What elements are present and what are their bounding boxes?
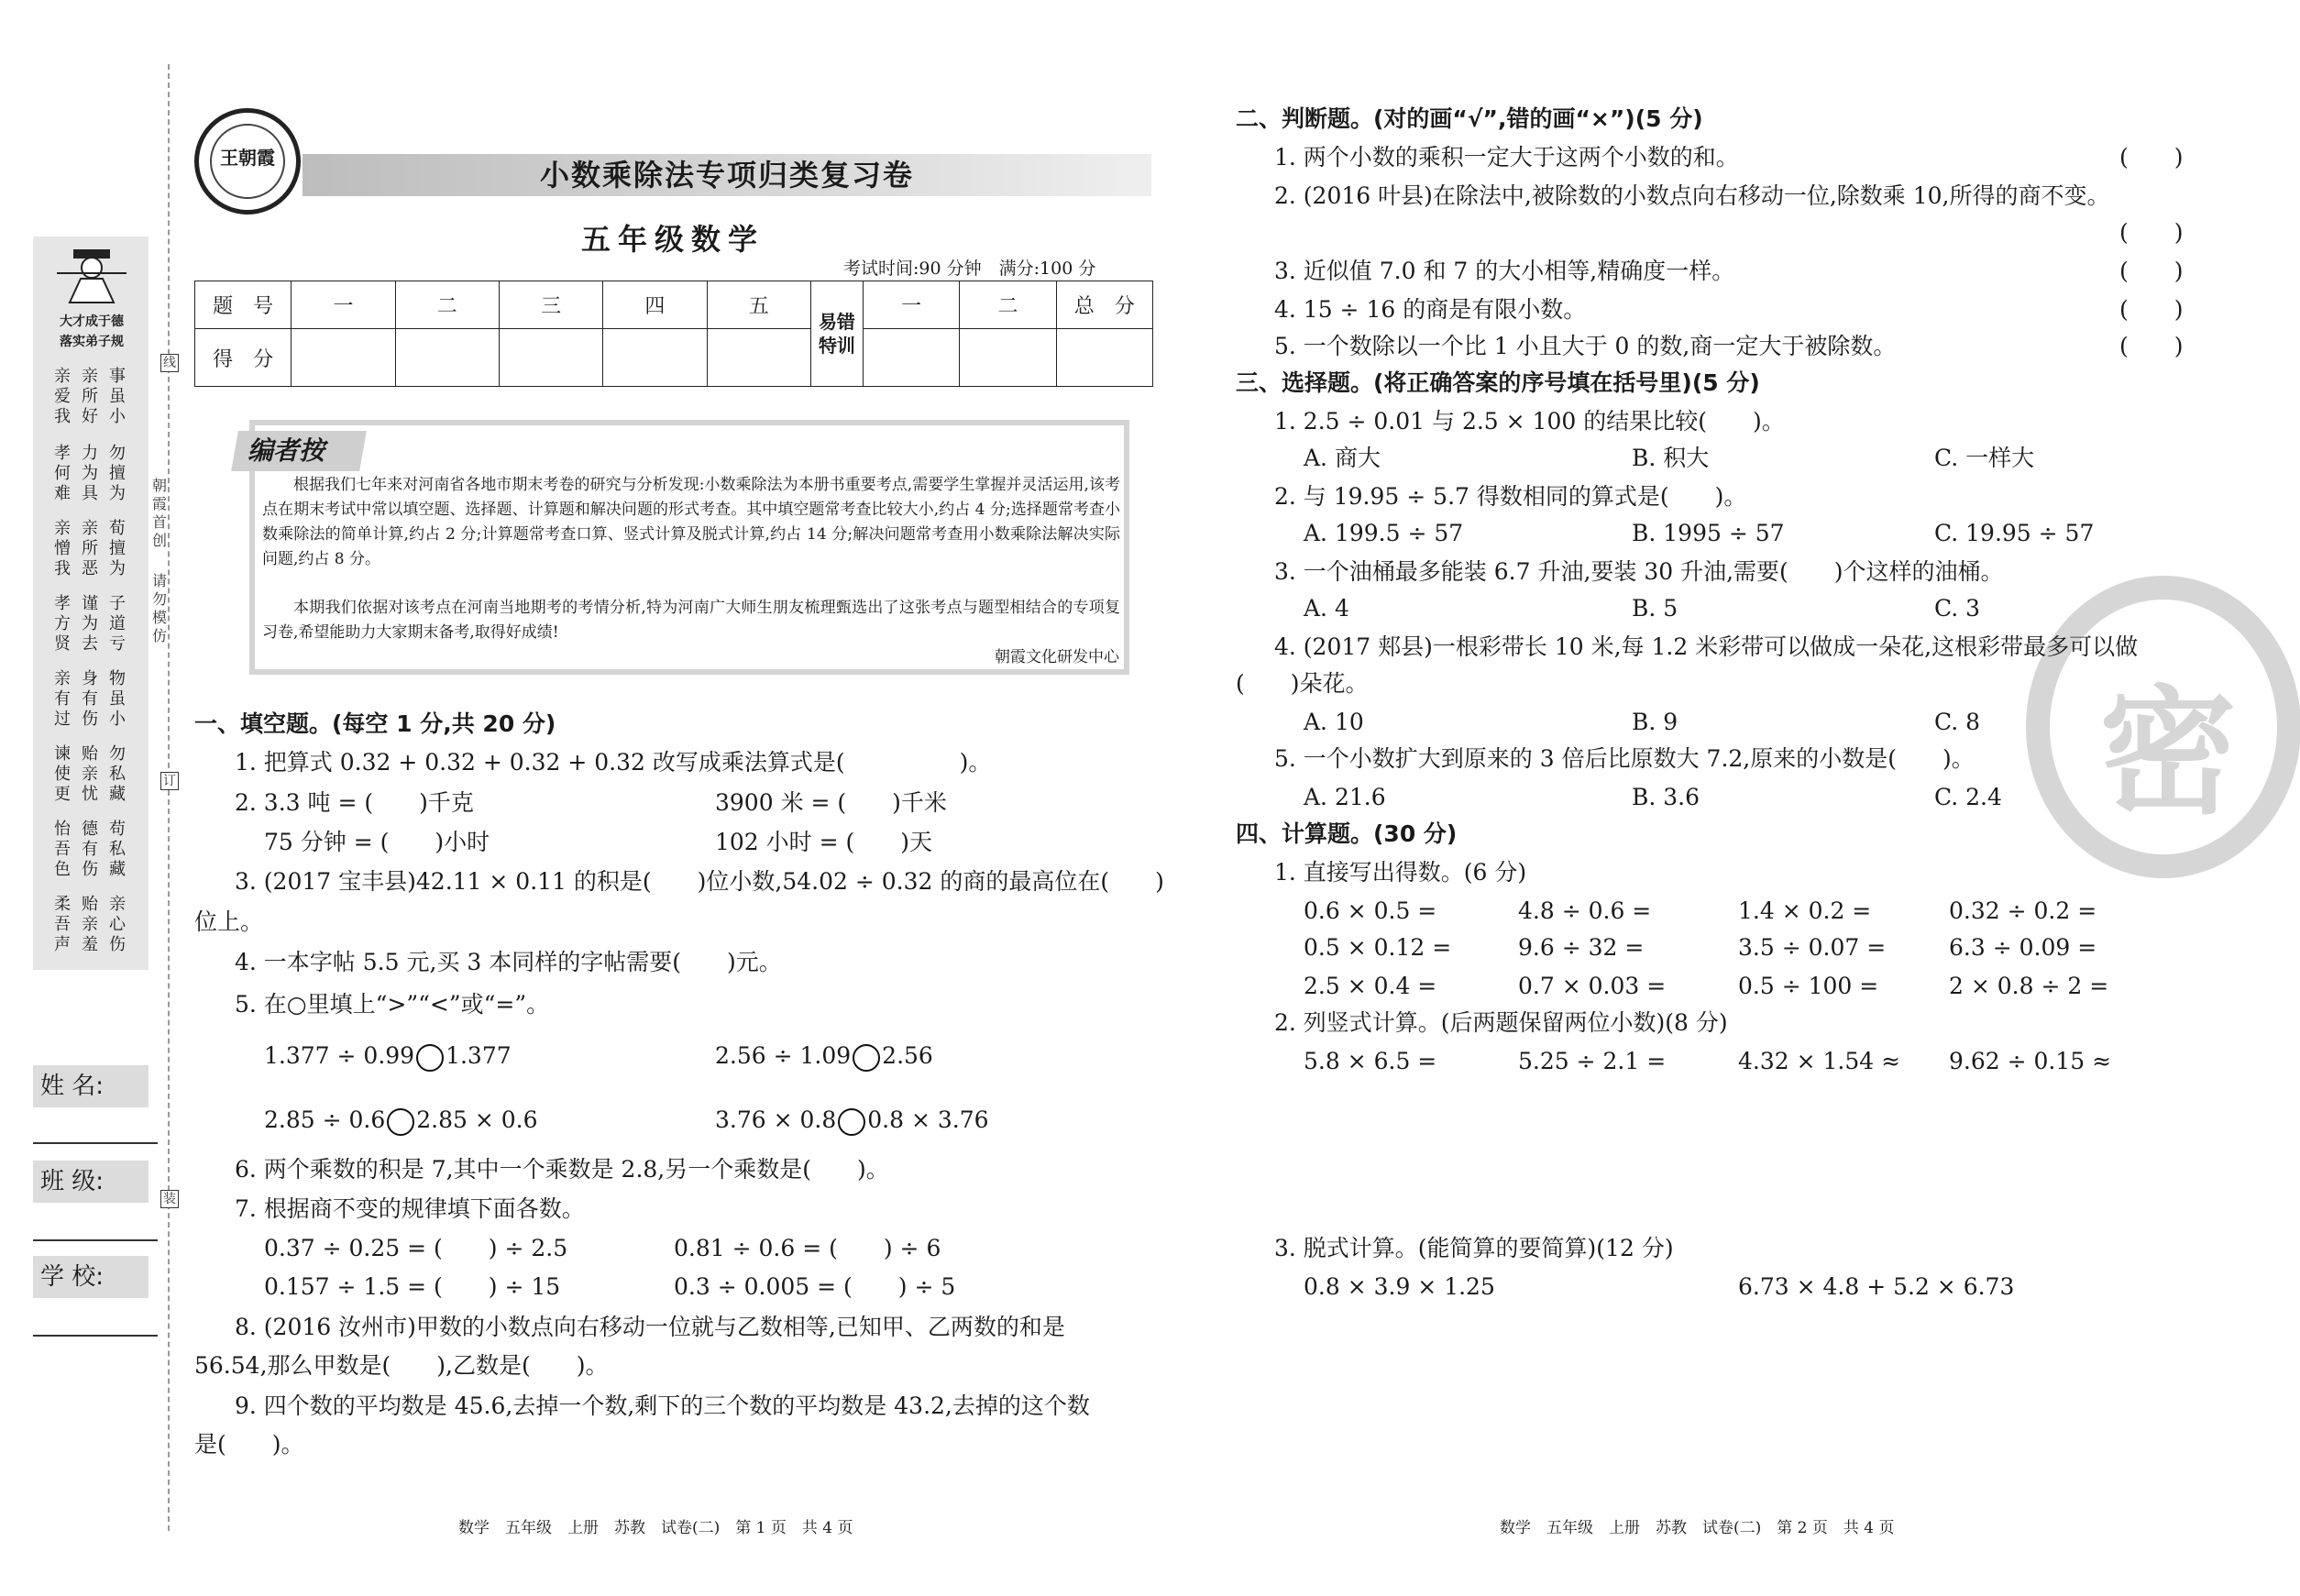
score-header-cell: 一	[864, 281, 960, 329]
s1-q9a: 9. 四个数的平均数是 45.6,去掉一个数,剩下的三个数的平均数是 43.2,去掉的这个数	[235, 1392, 1090, 1419]
vertical-calc: 4.32 × 1.54 ≈	[1738, 1048, 1901, 1074]
verse: 身有伤	[82, 669, 98, 729]
s3-q2: 2. 与 19.95 ÷ 5.7 得数相同的算式是( )。	[1274, 483, 1747, 510]
stepwise-calc: 6.73 × 4.8 + 5.2 × 6.73	[1738, 1273, 2015, 1300]
oral-calc: 9.6 ÷ 32 =	[1518, 934, 1645, 961]
s1-q2d: 102 小时 = ( )天	[715, 829, 933, 855]
s3-option: A. 21.6	[1304, 784, 1386, 810]
s2-answer-paren[interactable]: ( )	[2119, 296, 2184, 323]
class-label: 班 级:	[33, 1161, 149, 1203]
s3-q5: 5. 一个小数扩大到原来的 3 倍后比原数大 7.2,原来的小数是( )。	[1274, 745, 1975, 772]
s1-q9b: 是( )。	[194, 1431, 304, 1458]
verse: 德有伤	[82, 820, 98, 879]
oral-calc: 0.6 × 0.5 =	[1304, 897, 1437, 924]
s3-option: B. 5	[1632, 595, 1678, 622]
s1-q5: 5. 在○里填上“>”“<”或“=”。	[235, 991, 550, 1018]
watermark-stamp-char: 密	[2099, 674, 2238, 833]
score-cell[interactable]	[1056, 329, 1152, 387]
expr: 2.85 × 0.6	[416, 1106, 538, 1133]
s1-q1: 1. 把算式 0.32 + 0.32 + 0.32 + 0.32 改写成乘法算式是( )。	[235, 749, 992, 776]
s3-option: B. 3.6	[1632, 784, 1700, 810]
s1-q7: 7. 根据商不变的规律填下面各数。	[235, 1195, 585, 1222]
s3-option: C. 3	[1934, 595, 1981, 622]
vertical-calc: 5.8 × 6.5 =	[1304, 1048, 1437, 1074]
verse: 物虽小	[109, 669, 126, 729]
s2-answer-paren[interactable]: ( )	[2119, 144, 2184, 171]
s3-option: B. 1995 ÷ 57	[1632, 520, 1785, 546]
score-header-cell: 四	[603, 281, 707, 329]
verse: 事虽小	[109, 367, 126, 426]
s1-q6: 6. 两个乘数的积是 7,其中一个乘数是 2.8,另一个乘数是( )。	[235, 1156, 889, 1183]
expr: 1.377 ÷ 0.99	[264, 1042, 415, 1069]
s2-answer-paren[interactable]: ( )	[2119, 219, 2184, 246]
score-cell[interactable]	[499, 329, 602, 387]
expr: 0.8 × 3.76	[867, 1106, 989, 1133]
s2-item: 3. 近似值 7.0 和 7 的大小相等,精确度一样。	[1274, 258, 1735, 284]
s1-q2b: 3900 米 = ( )千米	[715, 789, 947, 816]
s3-option: B. 9	[1632, 709, 1678, 735]
verse: 亲所好	[82, 367, 98, 426]
s2-answer-paren[interactable]: ( )	[2119, 258, 2184, 284]
oral-calc: 0.5 ÷ 100 =	[1738, 973, 1879, 999]
oral-calc: 0.7 × 0.03 =	[1518, 973, 1667, 999]
exam-info: 考试时间:90 分钟 满分:100 分	[843, 259, 1096, 279]
logo-text: 王朝霞	[210, 124, 285, 199]
note-no-imitation: 请勿模仿	[152, 572, 168, 644]
score-table	[194, 281, 1153, 387]
verse: 孝方贤	[54, 594, 71, 654]
class-field[interactable]	[33, 1239, 158, 1241]
s3-option: C. 19.95 ÷ 57	[1934, 520, 2095, 546]
s3-option: B. 积大	[1632, 445, 1710, 471]
editor-paragraph-1: 根据我们七年来对河南省各地市期末考卷的研究与分析发现:小数乘除法为本册书重要考点,需要学生掌握并灵活运用,该考点在期末考试中常以填空题、选择题、计算题和解决问题的形式考查。其中填空题常考查比较大小,约占 4 分;选择题常考查小数乘除法的简单计算,约占 2 分;计算题常考查口算、竖式计算及脱式计算,约占 14 分;解决问题常考查用小数乘除法解决实际问题,约占 8 分。	[262, 476, 1120, 568]
s1-q2a: 2. 3.3 吨 = ( )千克	[235, 789, 474, 816]
verse: 贻亲忧	[82, 744, 98, 804]
verse: 亲所恶	[82, 519, 98, 578]
expr: 2.56	[882, 1042, 933, 1069]
s1-q7b: 0.81 ÷ 0.6 = ( ) ÷ 6	[674, 1235, 941, 1261]
binding-dashed-line	[168, 64, 170, 1531]
vertical-calc: 5.25 ÷ 2.1 =	[1518, 1048, 1667, 1074]
section3-heading: 三、选择题。(将正确答案的序号填在括号里)(5 分)	[1236, 369, 1760, 396]
oral-calc: 1.4 × 0.2 =	[1738, 897, 1872, 924]
verse: 勿擅为	[109, 444, 126, 503]
expr: 2.56 ÷ 1.09	[715, 1042, 852, 1069]
oral-calc: 3.5 ÷ 0.07 =	[1738, 934, 1887, 961]
s3-option: A. 10	[1304, 709, 1364, 735]
oral-calc: 0.5 × 0.12 =	[1304, 934, 1452, 961]
motto-line-2: 落实弟子规	[60, 335, 124, 349]
s3-q4b: ( )朵花。	[1236, 670, 1369, 697]
expr: 3.76 × 0.8	[715, 1106, 837, 1133]
oral-calc: 2.5 × 0.4 =	[1304, 973, 1437, 999]
score-header-cell: 总 分	[1056, 281, 1152, 329]
s1-q7c: 0.157 ÷ 1.5 = ( ) ÷ 15	[264, 1273, 561, 1300]
compare-circle[interactable]	[853, 1044, 880, 1072]
name-label: 姓 名:	[33, 1065, 149, 1107]
expr: 1.377	[446, 1042, 512, 1069]
verse: 荀擅为	[109, 519, 126, 578]
s1-q8b: 56.54,那么甲数是( ),乙数是( )。	[194, 1352, 609, 1379]
verse: 谏使更	[54, 744, 71, 804]
score-cell[interactable]	[395, 329, 499, 387]
score-cell[interactable]	[864, 329, 960, 387]
s3-option: C. 8	[1934, 709, 1981, 735]
binding-tag-bind: 订	[160, 772, 179, 790]
verse: 怡吾色	[54, 820, 71, 879]
page-subtitle: 五年级数学	[580, 222, 765, 257]
verse: 亲憎我	[54, 519, 71, 578]
s1-q3b: 位上。	[194, 908, 264, 935]
editor-note-title	[231, 431, 367, 471]
score-header-cell: 一	[292, 281, 395, 329]
verse: 亲心伤	[109, 895, 126, 954]
s3-option: A. 4	[1304, 595, 1349, 622]
editor-note-title-text: 编者按	[248, 435, 325, 466]
verse: 力为具	[82, 444, 98, 503]
score-cell[interactable]	[960, 329, 1056, 387]
s3-q4a: 4. (2017 郏县)一根彩带长 10 米,每 1.2 米彩带可以做成一朵花,这根彩带最多可以做	[1274, 633, 2139, 660]
verse: 孝何难	[54, 444, 71, 503]
verse: 亲爱我	[54, 367, 71, 426]
compare-circle[interactable]	[387, 1108, 414, 1136]
editor-paragraph-2: 本期我们依据对该考点在河南当地期考的考情分析,特为河南广大师生朋友梳理甄选出了这张考点与题型相结合的专项复习卷,希望能助力大家期末备考,取得好成绩!	[262, 599, 1120, 642]
section1-heading: 一、填空题。(每空 1 分,共 20 分)	[194, 710, 556, 737]
s1-q2c: 75 分钟 = ( )小时	[264, 829, 490, 855]
s1-q5d	[715, 1106, 989, 1136]
oral-calc: 4.8 ÷ 0.6 =	[1518, 897, 1652, 924]
verse: 勿私藏	[109, 744, 126, 804]
s3-option: A. 199.5 ÷ 57	[1304, 520, 1464, 546]
s1-q7a: 0.37 ÷ 0.25 = ( ) ÷ 2.5	[264, 1235, 568, 1261]
s2-item: 1. 两个小数的乘积一定大于这两个小数的和。	[1274, 144, 1739, 171]
section2-heading: 二、判断题。(对的画“√”,错的画“×”)(5 分)	[1236, 105, 1703, 132]
s1-q7d: 0.3 ÷ 0.005 = ( ) ÷ 5	[674, 1273, 956, 1300]
s1-q3a: 3. (2017 宝丰县)42.11 × 0.11 的积是( )位小数,54.02 ÷ 0.32 的商的最高位在( )	[235, 868, 1164, 895]
s1-q8a: 8. (2016 汝州市)甲数的小数点向右移动一位就与乙数相等,已知甲、乙两数的和是	[235, 1314, 1065, 1340]
score-header-cell: 二	[960, 281, 1056, 329]
s4-part3: 3. 脱式计算。(能简算的要简算)(12 分)	[1274, 1235, 1674, 1261]
s4-part2: 2. 列竖式计算。(后两题保留两位小数)(8 分)	[1274, 1009, 1728, 1036]
s2-item: 4. 15 ÷ 16 的商是有限小数。	[1274, 296, 1587, 323]
score-header-cell: 五	[707, 281, 810, 329]
score-cell[interactable]	[292, 329, 395, 387]
expr: 2.85 ÷ 0.6	[264, 1106, 386, 1133]
s3-option: A. 商大	[1304, 445, 1381, 471]
vertical-calc: 9.62 ÷ 0.15 ≈	[1949, 1048, 2112, 1074]
compare-circle[interactable]	[416, 1044, 444, 1072]
oral-calc: 2 × 0.8 ÷ 2 =	[1949, 973, 2109, 999]
s4-part1: 1. 直接写出得数。(6 分)	[1274, 859, 1527, 886]
s1-q5a	[264, 1041, 512, 1072]
verse: 贻亲羞	[82, 895, 98, 954]
verse: 谨为去	[82, 594, 98, 654]
compare-circle[interactable]	[838, 1108, 865, 1136]
s2-item: 2. (2016 叶县)在除法中,被除数的小数点向右移动一位,除数乘 10,所得的商不变。	[1274, 182, 2110, 209]
school-label: 学 校:	[33, 1256, 149, 1298]
s3-option: C. 一样大	[1934, 445, 2035, 471]
s3-option: C. 2.4	[1934, 784, 2002, 810]
s1-q4: 4. 一本字帖 5.5 元,买 3 本同样的字帖需要( )元。	[235, 949, 782, 975]
section4-heading: 四、计算题。(30 分)	[1236, 820, 1458, 847]
score-header-cell: 易错特训	[810, 281, 863, 387]
page-title: 小数乘除法专项归类复习卷	[539, 158, 914, 193]
name-field[interactable]	[33, 1142, 158, 1144]
verse: 亲有过	[54, 669, 71, 729]
s3-q1: 1. 2.5 ÷ 0.01 与 2.5 × 100 的结果比较( )。	[1274, 408, 1785, 435]
s3-q3: 3. 一个油桶最多能装 6.7 升油,要装 30 升油,需要( )个这样的油桶。	[1274, 558, 2004, 585]
score-cell[interactable]	[707, 329, 810, 387]
binding-tag-mount: 装	[160, 1190, 179, 1208]
footer-right: 数学 五年级 上册 苏教 试卷(二) 第 2 页 共 4 页	[1500, 1519, 1895, 1537]
score-cell[interactable]	[603, 329, 707, 387]
stepwise-calc: 0.8 × 3.9 × 1.25	[1304, 1273, 1495, 1300]
motto-line-1: 大才成于德	[60, 314, 124, 329]
score-row-label: 得 分	[195, 329, 292, 387]
s1-q5c	[264, 1106, 538, 1136]
oral-calc: 0.32 ÷ 0.2 =	[1949, 897, 2097, 924]
oral-calc: 6.3 ÷ 0.09 =	[1949, 934, 2097, 961]
verse: 柔吾声	[54, 895, 71, 954]
footer-left: 数学 五年级 上册 苏教 试卷(二) 第 1 页 共 4 页	[458, 1519, 853, 1537]
score-header-cell: 三	[499, 281, 602, 329]
score-header-cell: 题 号	[195, 281, 292, 329]
editor-signature: 朝霞文化研发中心	[995, 648, 1119, 666]
publisher-logo	[194, 108, 301, 215]
verse: 苟私藏	[109, 820, 126, 879]
scholar-figure	[53, 246, 130, 304]
school-field[interactable]	[33, 1335, 158, 1337]
note-first-created: 朝霞首创	[152, 477, 168, 549]
verse: 子道亏	[109, 594, 126, 654]
s2-item: 5. 一个数除以一个比 1 小且大于 0 的数,商一定大于被除数。	[1274, 333, 1897, 359]
binding-tag-line: 线	[160, 354, 179, 372]
s2-answer-paren[interactable]: ( )	[2119, 333, 2184, 359]
score-header-cell: 二	[395, 281, 499, 329]
s1-q5b	[715, 1041, 933, 1072]
